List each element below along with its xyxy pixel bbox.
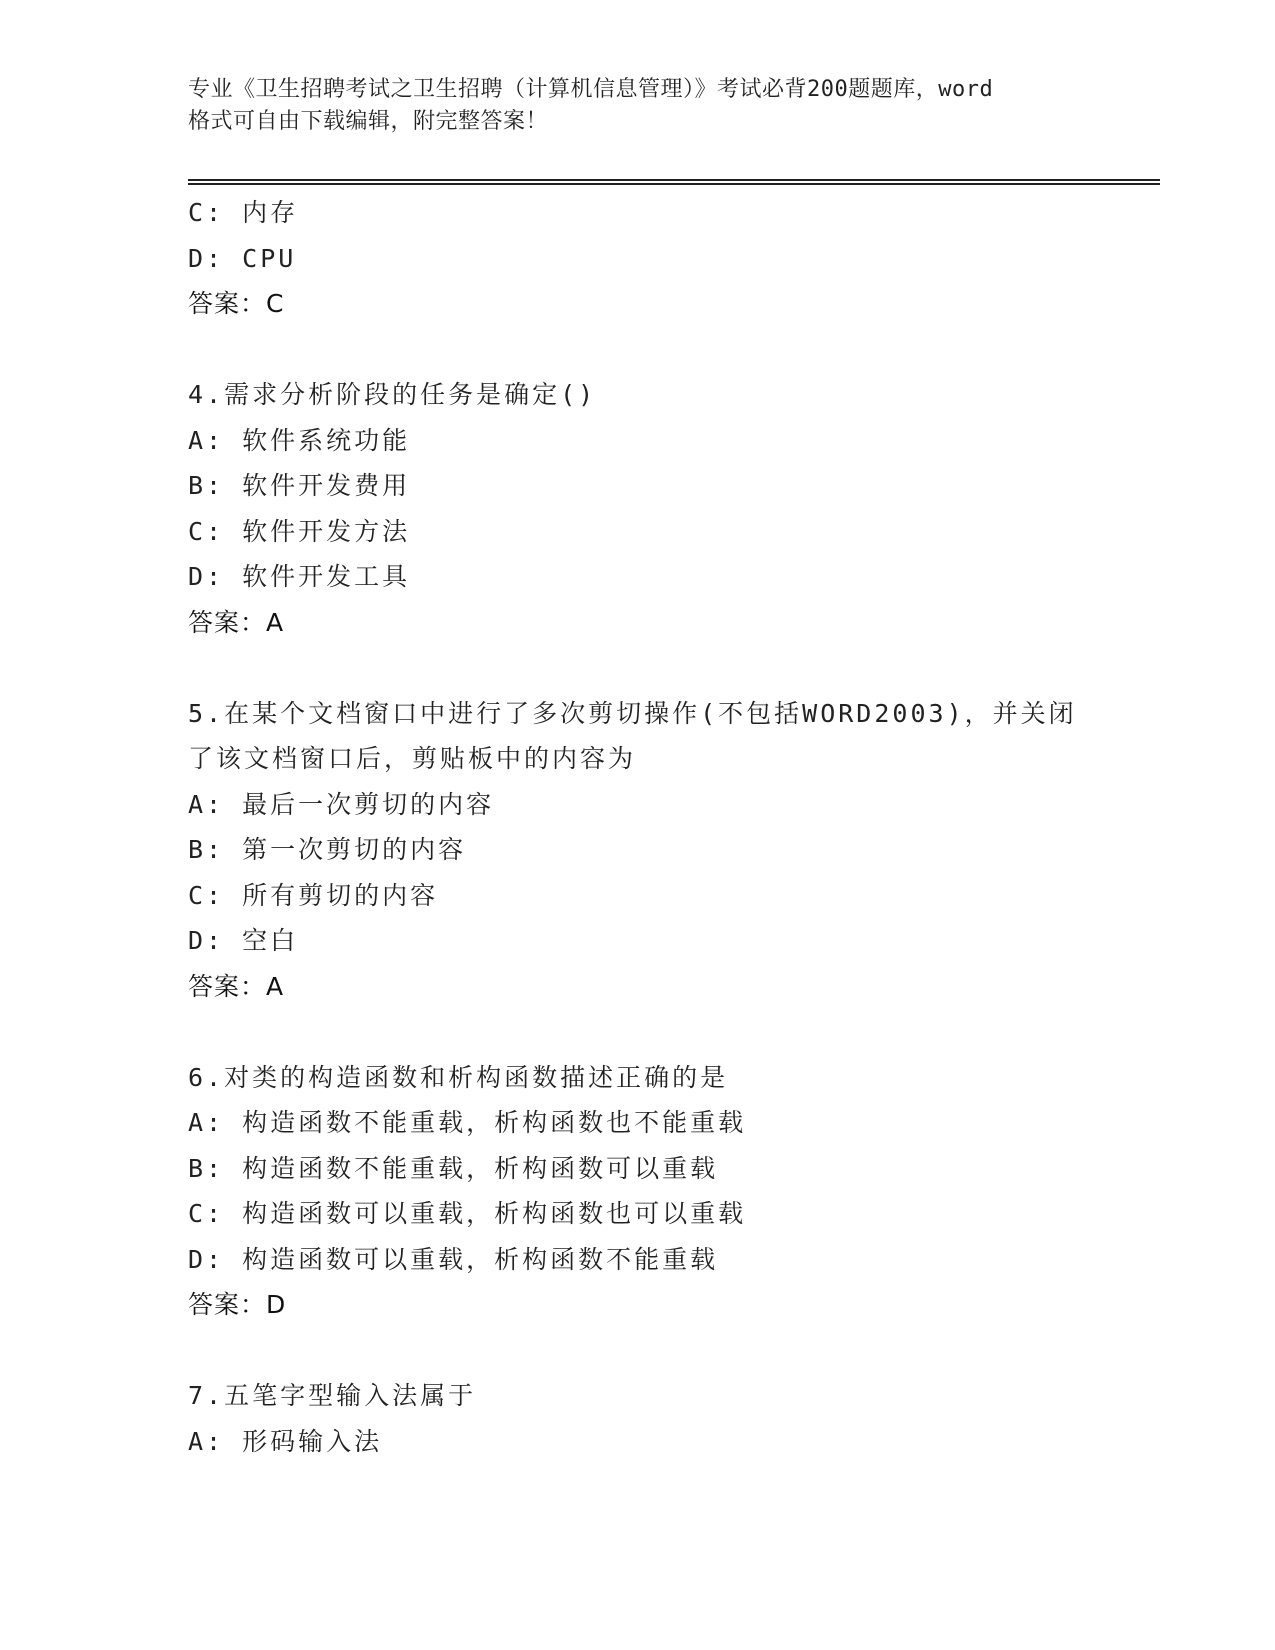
option-b: B: 软件开发费用	[188, 471, 411, 500]
option-b: B: 第一次剪切的内容	[188, 835, 467, 864]
question-block-5	[188, 691, 1148, 1010]
spacer	[188, 327, 1148, 373]
option-c: C: 所有剪切的内容	[188, 880, 439, 910]
header-divider-top	[188, 179, 1160, 181]
option-d: D: 软件开发工具	[188, 562, 411, 591]
option-d: D: CPU	[188, 243, 297, 273]
option-d: D: 空白	[188, 926, 299, 955]
option-a: A: 形码输入法	[188, 1426, 383, 1456]
answer-line: 答案：D	[188, 1290, 287, 1319]
question-block-7	[188, 1373, 1148, 1464]
answer-line: 答案：A	[188, 971, 285, 1001]
header-title-line-2: 格式可自由下载编辑，附完整答案！	[188, 109, 549, 134]
option-a: A: 软件系统功能	[188, 425, 411, 455]
option-a: A: 最后一次剪切的内容	[188, 789, 495, 819]
question-text-line-1: 5.在某个文档窗口中进行了多次剪切操作(不包括WORD2003)，并关闭	[188, 698, 1077, 728]
answer-line: 答案：C	[188, 289, 285, 318]
header-divider-bottom	[188, 183, 1160, 185]
header-title-line-1: 专业《卫生招聘考试之卫生招聘（计算机信息管理）》考试必背200题题库，word	[188, 77, 994, 102]
answer-line: 答案：A	[188, 607, 285, 637]
option-c: C: 软件开发方法	[188, 516, 411, 546]
question-list	[188, 190, 1148, 1464]
option-d: D: 构造函数可以重载，析构函数不能重载	[188, 1244, 719, 1274]
option-a: A: 构造函数不能重载，析构函数也不能重载	[188, 1108, 747, 1137]
question-block-6	[188, 1055, 1148, 1328]
question-text: 7.五笔字型输入法属于	[188, 1381, 477, 1410]
spacer	[188, 1328, 1148, 1374]
spacer	[188, 1009, 1148, 1055]
question-block-3	[188, 190, 1148, 327]
document-header	[188, 74, 1088, 138]
option-b: B: 构造函数不能重载，析构函数可以重载	[188, 1153, 719, 1183]
question-text: 4.需求分析阶段的任务是确定()	[188, 380, 597, 409]
question-text: 6.对类的构造函数和析构函数描述正确的是	[188, 1062, 729, 1092]
spacer	[188, 645, 1148, 691]
option-c: C: 构造函数可以重载，析构函数也可以重载	[188, 1199, 747, 1228]
option-c: C: 内存	[188, 198, 299, 227]
question-text-line-2: 了该文档窗口后，剪贴板中的内容为	[188, 744, 637, 773]
question-block-4	[188, 372, 1148, 645]
